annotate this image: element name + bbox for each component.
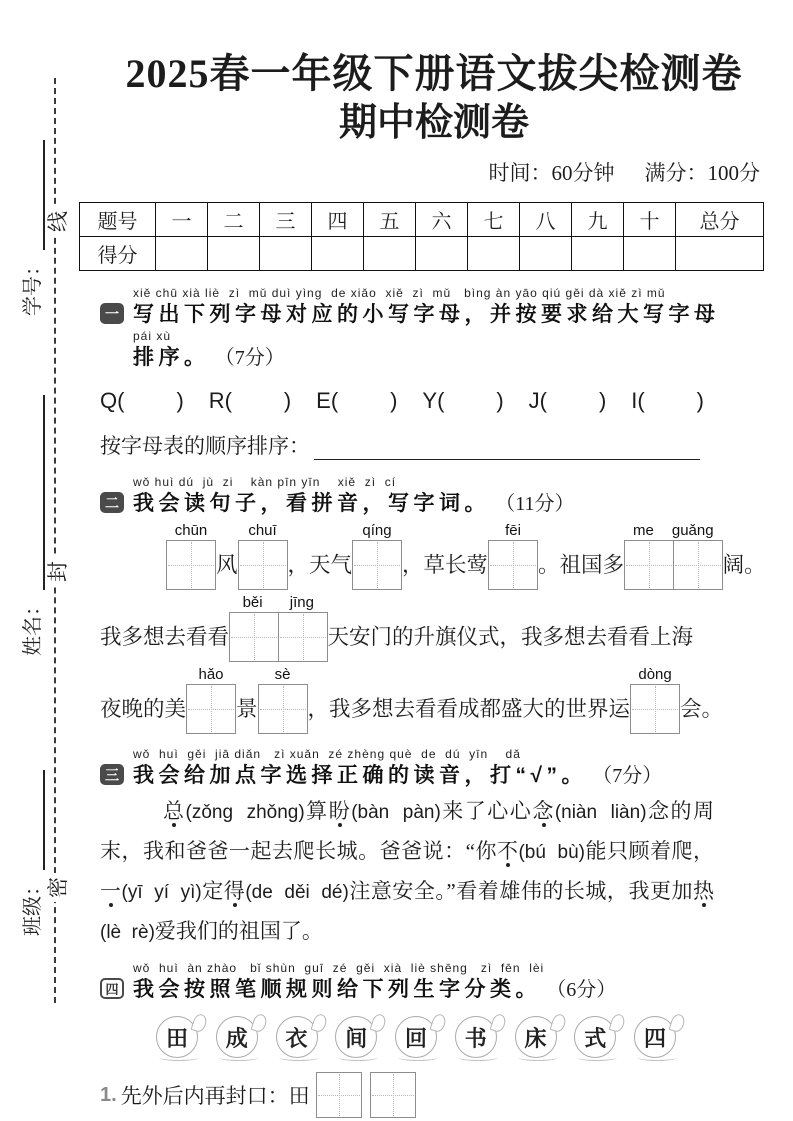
time-limit: 时间：60分钟 — [488, 161, 615, 185]
score-header-cell: 总分 — [676, 203, 764, 237]
uppercase-letter: Y — [422, 388, 438, 413]
writing-box[interactable] — [352, 540, 402, 590]
question-3-pinyin: wǒ huì gěi jiā diǎn zì xuǎn zé zhèng què de dú yīn dǎ — [133, 747, 521, 761]
pronunciation-choice[interactable]: (de děi dé) — [245, 882, 349, 903]
pinyin-label: sè — [274, 666, 291, 683]
paren-close: ) — [176, 388, 184, 413]
snail-character-badge — [395, 1016, 437, 1058]
question-2-text: 我会读句子，看拼音，写字词。 — [133, 492, 490, 515]
question-3-heading — [100, 746, 768, 790]
score-table-score-row — [80, 237, 764, 271]
pinyin-label: jīng — [289, 594, 314, 611]
score-entry-cell[interactable] — [364, 237, 416, 271]
dotted-character: 一 — [100, 879, 122, 903]
writing-box-pair — [624, 540, 723, 590]
score-header-cell: 五 — [364, 203, 416, 237]
question-4-text: 我会按照笔顺规则给下列生字分类。 — [133, 978, 541, 1001]
question-1-pinyin: xiě chū xià liè zì mǔ duì yìng de xiǎo xiě zì mǔ bìng àn yāo qiú gěi dà xiě zì mǔ — [133, 286, 666, 300]
dotted-character: 盼 — [328, 799, 352, 823]
question-3-text: 我会给加点字选择正确的读音，打“√”。 — [133, 764, 588, 787]
class-field — [16, 770, 45, 936]
question-2-pinyin: wǒ huì dú jù zi kàn pīn yīn xiě zì cí — [133, 475, 397, 489]
paragraph-text: 注意安全。”看着雄伟的长城，我更加 — [348, 879, 694, 903]
pinyin-label: chūn — [174, 522, 208, 539]
sentence-text: 夜晚的美 — [100, 697, 187, 721]
question-2-score: （11分） — [495, 493, 575, 515]
writing-box[interactable] — [316, 1072, 362, 1118]
question-4-heading — [100, 960, 768, 1004]
writing-box[interactable] — [624, 540, 674, 590]
pinyin-label: dòng — [638, 666, 672, 683]
item-text: 先外后内再封口：田 — [120, 1084, 310, 1108]
pinyin-writing-box-pair — [229, 594, 328, 662]
pinyin-label-row — [624, 522, 723, 540]
question-1-pinyin-2: pái xù — [133, 329, 172, 343]
sentence-text: 我多想去看看 — [100, 625, 230, 649]
writing-box[interactable] — [370, 1072, 416, 1118]
pinyin-writing-box — [630, 666, 680, 734]
score-header-cell: 三 — [260, 203, 312, 237]
full-score: 满分：100分 — [644, 161, 760, 185]
pinyin-writing-box — [258, 666, 308, 734]
score-header-cell: 八 — [520, 203, 572, 237]
score-entry-cell[interactable] — [416, 237, 468, 271]
class-blank[interactable] — [39, 770, 45, 870]
pinyin-label: hǎo — [198, 666, 224, 683]
snail-character-badge — [276, 1016, 318, 1058]
pronunciation-paragraph — [100, 792, 714, 952]
score-header-cell: 二 — [208, 203, 260, 237]
paragraph-text: 念的周末，我和爸爸一起去爬长城。爸爸说：“你 — [100, 799, 715, 863]
paren-open: ( — [330, 388, 339, 413]
pinyin-writing-box-pair — [624, 522, 723, 590]
pinyin-label-row — [229, 594, 328, 612]
paren-open: ( — [117, 388, 125, 413]
question-1-text-2: 排序。 — [133, 346, 210, 369]
paren-close: ) — [496, 388, 504, 413]
paren-close: ) — [283, 388, 292, 413]
snail-character-badge — [216, 1016, 258, 1058]
question-4-score: （6分） — [546, 979, 617, 1001]
letter-answer-slot — [422, 388, 503, 414]
snail-character: 衣 — [285, 1025, 308, 1051]
letter-answer-slot — [529, 388, 607, 414]
sentence-text: 风 — [216, 553, 238, 577]
pronunciation-choice[interactable]: (bú bù) — [518, 842, 585, 863]
sentence-text: 阔。 — [722, 553, 766, 577]
dotted-character: 念 — [532, 799, 555, 823]
pinyin-label: běi — [242, 594, 263, 611]
writing-box[interactable] — [488, 540, 538, 590]
seal-char-mi: 密 — [42, 873, 72, 902]
pronunciation-choice[interactable]: (bàn pàn) — [351, 802, 441, 823]
name-label: 姓名： — [22, 596, 44, 656]
score-header-cell: 六 — [416, 203, 468, 237]
score-header-cell: 十 — [624, 203, 676, 237]
score-entry-cell[interactable] — [156, 237, 208, 271]
snail-character-badge — [634, 1016, 676, 1058]
sentence-line — [166, 522, 768, 590]
uppercase-letter: J — [528, 388, 540, 413]
pronunciation-choice[interactable]: (lè rè) — [100, 922, 155, 943]
score-row-label: 得分 — [80, 237, 156, 271]
snail-character: 间 — [345, 1025, 368, 1051]
letter-answer-slot — [316, 388, 397, 414]
dotted-character: 总 — [163, 799, 186, 823]
pinyin-label: me — [633, 522, 654, 539]
stroke-order-item-1 — [100, 1072, 768, 1118]
paren-open: ( — [437, 388, 445, 413]
writing-box[interactable] — [673, 540, 723, 590]
writing-box-pair — [229, 612, 328, 662]
snail-character-badge — [335, 1016, 377, 1058]
exam-subtitle: 期中检测卷 — [338, 102, 529, 144]
score-entry-cell[interactable] — [676, 237, 764, 271]
score-header-cell: 四 — [312, 203, 364, 237]
class-label: 班级： — [22, 876, 44, 936]
writing-box[interactable] — [238, 540, 288, 590]
question-2-heading — [100, 474, 768, 518]
alphabet-order-line — [100, 430, 700, 460]
uppercase-letter: E — [316, 388, 331, 413]
exam-paper — [97, 0, 768, 1118]
question-2-number-icon: 二 — [100, 492, 124, 513]
question-3-number-icon: 三 — [100, 764, 124, 785]
writing-box[interactable] — [186, 684, 236, 734]
uppercase-letter: I — [631, 388, 638, 413]
pinyin-label: fēi — [505, 522, 521, 539]
paren-close: ) — [390, 388, 398, 413]
name-blank[interactable] — [39, 395, 45, 590]
snail-character-badge — [515, 1016, 557, 1058]
student-id-blank[interactable] — [39, 140, 45, 250]
writing-box[interactable] — [278, 612, 328, 662]
paragraph-text: 能只顾着爬， — [584, 839, 715, 863]
score-header-cell: 一 — [156, 203, 208, 237]
sentence-fill-area — [100, 522, 768, 734]
sentence-text: ，天气 — [287, 553, 353, 577]
snail-character: 书 — [464, 1025, 487, 1051]
alphabet-order-blank[interactable] — [314, 453, 700, 460]
alphabet-order-label: 按字母表的顺序排序： — [100, 434, 310, 458]
snail-character: 回 — [404, 1025, 427, 1051]
snail-character: 田 — [165, 1025, 188, 1051]
item-answer-boxes — [316, 1072, 416, 1118]
paren-open: ( — [637, 388, 645, 413]
score-header-cell: 题号 — [80, 203, 156, 237]
dotted-character: 得 — [223, 879, 246, 903]
score-entry-cell[interactable] — [208, 237, 260, 271]
sentence-text: 会。 — [680, 697, 724, 721]
score-table-header-row — [80, 203, 764, 237]
item-number: 1. — [100, 1083, 117, 1106]
sentence-line — [100, 594, 768, 662]
snail-character-badge — [156, 1016, 198, 1058]
snail-character-badge — [455, 1016, 497, 1058]
score-entry-cell[interactable] — [260, 237, 312, 271]
sentence-line — [100, 666, 768, 734]
letter-answer-slot — [100, 388, 184, 414]
exam-title: 2025春一年级下册语文拔尖检测卷 — [125, 51, 743, 96]
writing-box[interactable] — [630, 684, 680, 734]
score-entry-cell[interactable] — [520, 237, 572, 271]
writing-box[interactable] — [229, 612, 279, 662]
dotted-character: 不 — [496, 839, 519, 863]
paren-close: ) — [598, 388, 607, 413]
sentence-text: 。祖国多 — [538, 553, 625, 577]
student-id-field — [16, 140, 45, 316]
question-1-text: 写出下列字母对应的小写字母，并按要求给大写字母 — [133, 303, 720, 326]
question-4-number-icon: 四 — [100, 978, 124, 999]
question-4-pinyin: wǒ huì àn zhào bǐ shùn guī zé gěi xià liè shēng zì fēn lèi — [133, 961, 545, 975]
score-entry-cell[interactable] — [468, 237, 520, 271]
pronunciation-choice[interactable]: (yī yí yì) — [121, 882, 202, 903]
score-entry-cell[interactable] — [624, 237, 676, 271]
pronunciation-choice[interactable]: (niàn liàn) — [554, 802, 647, 823]
name-field — [16, 395, 45, 656]
pinyin-writing-box — [166, 522, 216, 590]
question-3-score: （7分） — [592, 765, 663, 787]
score-entry-cell[interactable] — [572, 237, 624, 271]
score-header-cell: 七 — [468, 203, 520, 237]
paren-open: ( — [224, 388, 232, 413]
snail-character-badge — [574, 1016, 616, 1058]
writing-box[interactable] — [166, 540, 216, 590]
snail-character: 成 — [225, 1025, 248, 1051]
uppercase-letter: R — [208, 388, 225, 413]
snail-character: 四 — [643, 1025, 666, 1051]
paragraph-text: 来了心心 — [440, 799, 533, 823]
sentence-text: 景 — [236, 697, 258, 721]
pinyin-writing-box — [352, 522, 402, 590]
pinyin-label: guǎng — [671, 522, 714, 539]
writing-box[interactable] — [258, 684, 308, 734]
pinyin-writing-box — [238, 522, 288, 590]
sentence-text: ，草长莺 — [402, 553, 489, 577]
pinyin-label: qíng — [362, 522, 392, 539]
letter-answer-slot — [209, 388, 292, 414]
paren-close: ) — [696, 388, 704, 413]
character-snail-row — [100, 1012, 768, 1058]
score-header-cell: 九 — [572, 203, 624, 237]
letter-answer-row — [100, 388, 704, 414]
pinyin-writing-box — [488, 522, 538, 590]
student-id-label: 学号： — [22, 256, 44, 316]
exam-meta — [100, 160, 768, 186]
snail-character: 式 — [584, 1025, 607, 1051]
dotted-character: 热 — [693, 879, 715, 903]
pinyin-writing-box — [186, 666, 236, 734]
score-table — [79, 202, 764, 271]
sentence-text: ，我多想去看看成都盛大的世界运 — [307, 697, 631, 721]
score-entry-cell[interactable] — [312, 237, 364, 271]
question-1-heading — [100, 285, 768, 372]
paragraph-text: 爱我们的祖国了。 — [154, 919, 323, 943]
question-1-score: （7分） — [214, 347, 285, 369]
letter-answer-slot — [631, 388, 704, 414]
seal-char-feng: 封 — [42, 557, 72, 586]
pronunciation-choice[interactable]: (zǒng zhǒng) — [185, 802, 305, 823]
seal-char-xian: 线 — [42, 207, 72, 236]
snail-character: 床 — [524, 1025, 547, 1051]
paren-open: ( — [539, 388, 547, 413]
pinyin-label: chuī — [248, 522, 277, 539]
uppercase-letter: Q — [100, 388, 118, 413]
paragraph-text: 算 — [304, 799, 329, 823]
question-1-number-icon: 一 — [100, 303, 124, 324]
sentence-text: 天安门的升旗仪式，我多想去看看上海 — [327, 625, 694, 649]
paragraph-text: 定 — [201, 879, 224, 903]
